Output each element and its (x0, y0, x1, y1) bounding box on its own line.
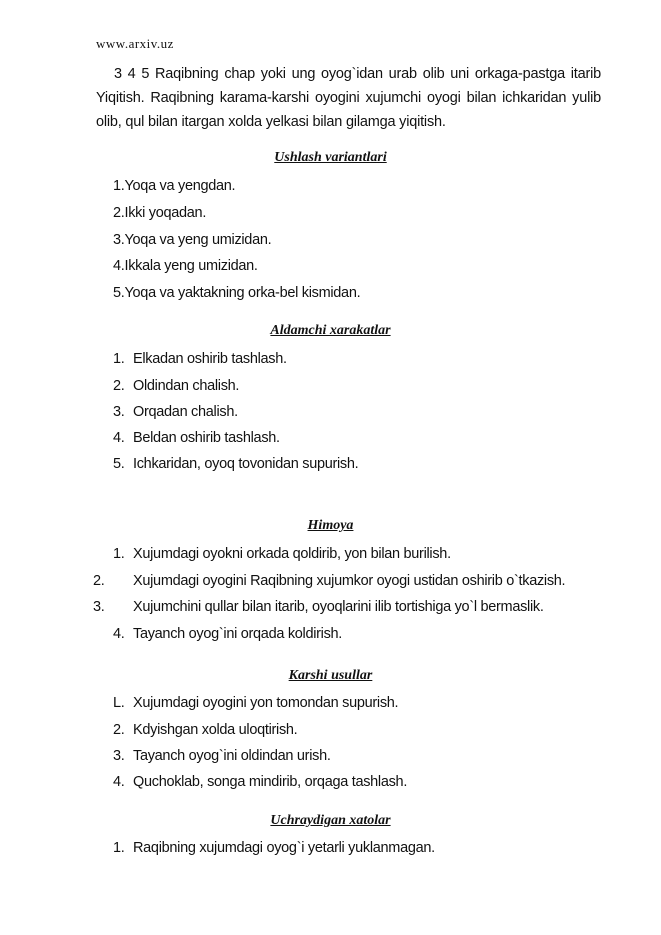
list-item: 3. Tayanch oyog`ini oldindan urish. (113, 748, 331, 764)
list-item: 3.Yoqa va yeng umizidan. (113, 232, 272, 248)
list-item: 2. Xujumdagi oyogini Raqibning xujumkor oyogi ustidan oshirib o`tkazish. (93, 573, 566, 589)
list-item: 4. Quchoklab, songa mindirib, orqaga tashlash. (113, 774, 408, 790)
list-item: 1. Elkadan oshirib tashlash. (113, 351, 287, 367)
list-item: 1. Xujumdagi oyokni orkada qoldirib, yon bilan burilish. (113, 546, 451, 562)
list-item: 2. Oldindan chalish. (113, 378, 240, 394)
list-item: 1.Yoqa va yengdan. (113, 178, 236, 194)
list-item: 2.Ikki yoqadan. (113, 205, 207, 221)
list-item: 4. Tayanch oyog`ini orqada koldirish. (113, 626, 343, 642)
list-item: 4. Beldan oshirib tashlash. (113, 430, 280, 446)
list-item: 3. Xujumchini qullar bilan itarib, oyoqlarini ilib tortishiga yo`l bermaslik. (93, 599, 544, 615)
intro-paragraph (96, 62, 601, 134)
heading-aldamchi: Aldamchi xarakatlar (270, 323, 391, 338)
intro-numbers: 3 4 5 (114, 66, 150, 82)
list-item: 3. Orqadan chalish. (113, 404, 238, 420)
heading-karshi: Karshi usullar (288, 668, 373, 683)
heading-ushlash: Ushlash variantlari (274, 150, 387, 165)
list-item: 5. Ichkaridan, oyoq tovonidan supurish. (113, 456, 359, 472)
list-item: 2. Kdyishgan xolda uloqtirish. (113, 722, 298, 738)
list-item: 1. Raqibning xujumdagi oyog`i yetarli yuklanmagan. (113, 840, 435, 856)
heading-xatolar: Uchraydigan xatolar (270, 813, 391, 828)
site-header: www.arxiv.uz (96, 36, 174, 51)
intro-text: Raqibning chap yoki ung oyog`idan urab olib uni orkaga-pastga itarib Yiqitish. Raqibning karama-karshi oyogini xujumchi oyogi bilan ichkaridan yulib olib, qul bilan itargan xolda yelkasi bilan gilamga yiqitish. (96, 66, 601, 130)
list-item: 5.Yoqa va yaktakning orka-bel kismidan. (113, 285, 361, 301)
list-item: 4.Ikkala yeng umizidan. (113, 258, 258, 274)
list-item: L. Xujumdagi oyogini yon tomondan supurish. (113, 695, 399, 711)
heading-himoya: Himoya (307, 518, 354, 533)
